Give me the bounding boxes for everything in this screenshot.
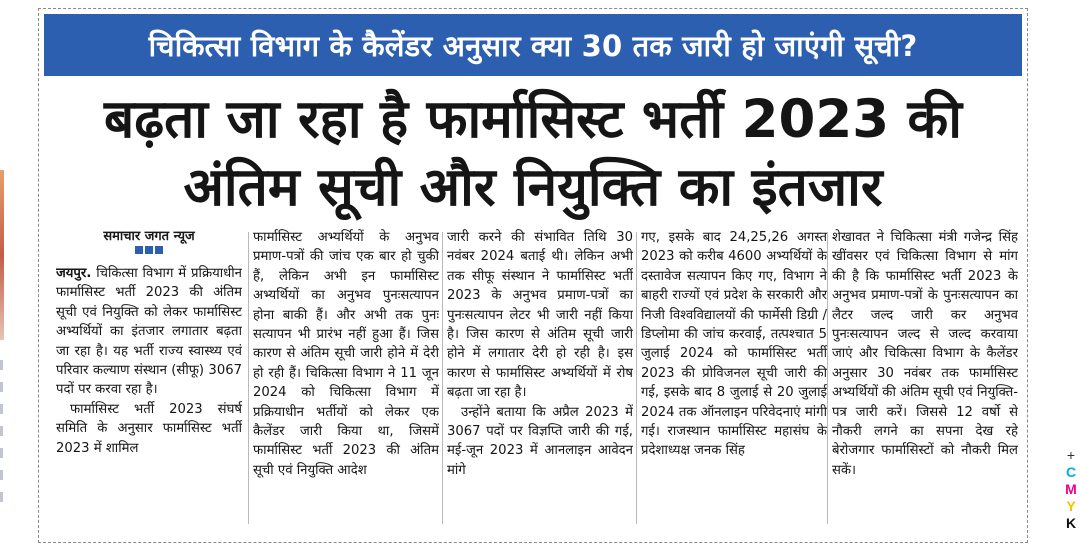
- headline-line-2: अंतिम सूची और नियुक्ति का इंतजार: [183, 157, 883, 218]
- paragraph-1-text: चिकित्सा विभाग में प्रक्रियाधीन फार्मासिस्ट भर्ती 2023 की अंतिम सूची एवं नियुक्ति को लेकर फार्मासिस्ट अभ्यर्थियों का इंतजार लगातार बढ़ता जा रहा है। यह भर्ती राज्य स्वास्थ्य एवं परिवार कल्याण संस्थान (सीफू) 3067 पदों पर करवा रहा है।: [56, 266, 242, 398]
- column-divider: [636, 232, 637, 524]
- column-5: [832, 228, 1018, 528]
- kicker-banner: [44, 14, 1022, 76]
- byline: समाचार जगत न्यूज: [103, 229, 195, 244]
- cmyk-c: C: [1065, 464, 1077, 480]
- column-divider: [248, 232, 249, 524]
- registration-plus: +: [1066, 447, 1076, 463]
- cmyk-m: M: [1065, 481, 1077, 497]
- adjacent-photo-edge: [0, 170, 4, 340]
- column-3: [447, 228, 633, 528]
- paragraph-3-end: शेखावत ने चिकित्सा मंत्री गजेन्द्र सिंह खींवसर एवं चिकित्सा विभाग से मांग की है कि फार्मासिस्ट भर्ती 2023 के अनुभव प्रमाण-पत्रों के पुनःसत्यापन का लैटर जल्द जारी कर अनुभव पुनःसत्यापन जल्द से जल्द करवाया जाएं और चिकित्सा विभाग के कैलेंडर अनुसार 30 नवंबर तक फार्मासिस्ट अभ्यर्थियों की अंतिम सूची एवं नियुक्ति-पत्र जारी करें। जिससे 12 वर्षो से नौकरी लगने का सपना देख रहे बेरोजगार फार्मासिस्टों को नौकरी मिल सकें।: [832, 230, 1018, 478]
- article-body: [52, 228, 1018, 528]
- column-divider: [442, 232, 443, 524]
- paragraph-2-end: जारी करने की संभावित तिथि 30 नवंबर 2024 बताई थी। लेकिन अभी तक सीफू संस्थान ने फार्मासिस्ट भर्ती 2023 के अनुभव प्रमाण-पत्रों का पुनःसत्यापन लेटर भी जारी नहीं किया है। जिस कारण से अंतिम सूची जारी होने में लगातार देरी हो रही है। इस कारण से फार्मासिस्ट अभ्यर्थियों में रोष बढ़ता जा रहा है।: [447, 230, 633, 401]
- column-divider: [827, 232, 828, 524]
- paragraph-3-start: उन्होंने बताया कि अप्रैल 2023 में 3067 पदों पर विज्ञप्ति जारी की गई, मई-जून 2023 में आनलाइन आवेदन मांगे: [447, 404, 633, 478]
- headline-line-1: बढ़ता जा रहा है फार्मासिस्ट भर्ती 2023 की: [104, 89, 962, 150]
- paragraph-2-start: फार्मासिस्ट भर्ती 2023 संघर्ष समिति के अनुसार फार्मासिस्ट भर्ती 2023 में शामिल: [56, 401, 242, 456]
- column-1: [56, 228, 242, 528]
- headline: [44, 86, 1022, 222]
- byline-ornament: [56, 246, 242, 260]
- cmyk-registration-marks: [1062, 447, 1080, 532]
- dateline: जयपुर.: [56, 266, 92, 281]
- cmyk-y: Y: [1066, 498, 1076, 514]
- column-2: [253, 228, 439, 528]
- cmyk-k: K: [1065, 515, 1077, 531]
- paragraph-2-cont: फार्मासिस्ट अभ्यर्थियों के अनुभव प्रमाण-पत्रों की जांच एक बार हो चुकी हैं, लेकिन अभी इन फार्मासिस्ट अभ्यर्थियों का अनुभव पुनःसत्यापन होना बाकी हैं। और अभी तक पुनः सत्यापन भी प्रारंभ नहीं हुआ हैं। जिस कारण से अंतिम सूची जारी होने में देरी हो रही हैं। चिकित्सा विभाग ने 11 जून 2024 को चिकित्सा विभाग में प्रक्रियाधीन भर्तीयों को लेकर एक कैलेंडर जारी किया था, जिसमें फार्मासिस्ट भर्ती 2023 की अंतिम सूची एवं नियुक्ति आदेश: [253, 230, 439, 478]
- paragraph-3-cont: गए, इसके बाद 24,25,26 अगस्त 2023 को करीब 4600 अभ्यर्थियों के दस्तावेज सत्यापन किए गए, विभाग ने बाहरी राज्यों एवं प्रदेश के सरकारी और निजी विश्वविद्यालयों की फार्मेसी डिग्री / डिप्लोमा की जांच करवाई, तत्पश्चात 5 जुलाई 2024 को फार्मासिस्ट भर्ती 2023 की प्रोविजनल सूची जारी की गई, इसके बाद 8 जुलाई से 20 जुलाई 2024 तक ऑनलाइन परिवेदनाएं मांगी गई। राजस्थान फार्मासिस्ट महासंघ के प्रदेशाध्यक्ष जनक सिंह: [641, 230, 827, 459]
- kicker-text: चिकित्सा विभाग के कैलेंडर अनुसार क्या 30 तक जारी हो जाएंगी सूची?: [148, 28, 918, 63]
- paragraph-1: [56, 264, 242, 400]
- column-4: [641, 228, 827, 528]
- adjacent-column-edge: [0, 360, 3, 510]
